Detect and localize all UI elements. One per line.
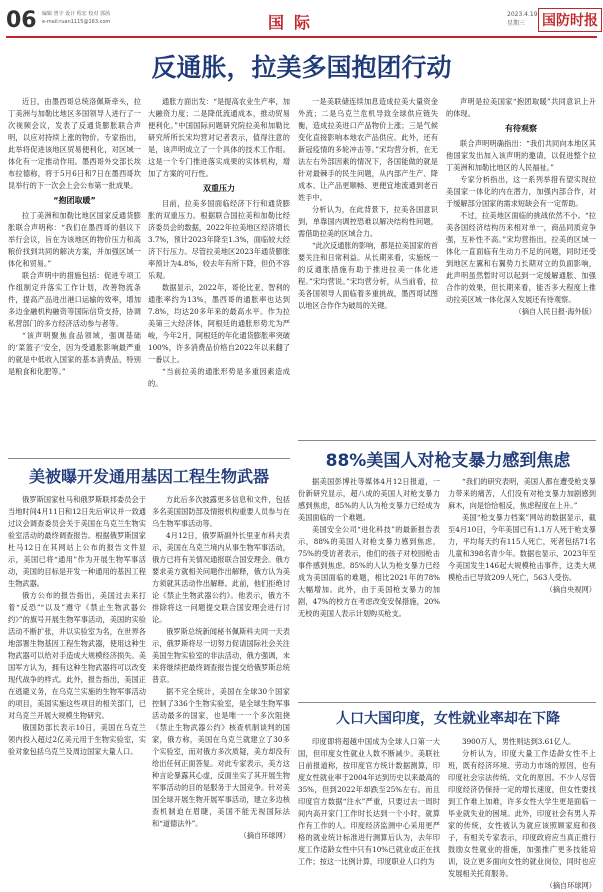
paragraph: 3900万人，男性则达到3.61亿人。 <box>462 737 576 746</box>
article2-headline: 88%美国人对枪支暴力感到焦虑 <box>325 451 571 471</box>
article1-col2 <box>148 96 290 456</box>
newspaper-logo: 国防时报 <box>538 8 602 32</box>
byline: （摘自人民日报·海外版） <box>514 307 596 316</box>
paragraph: 分析认为，在此背景下，拉美各国意识到，单靠国内调控恐难以解决结构性问题，需借助拉美的区域合力。 <box>298 205 438 238</box>
article3-col1 <box>8 494 146 830</box>
issue-weekday: 星期三 <box>507 20 526 27</box>
article1-col1 <box>8 96 141 456</box>
page-number: 06 <box>6 8 37 33</box>
divider <box>8 458 290 459</box>
paragraph: “当前拉美的通胀形势是多重因素造成的。 <box>148 367 290 388</box>
section-title: 国际 <box>268 13 321 32</box>
paragraph: 美国安全公司“进化科技”的最新报告表示，88%的美国人对枪支暴力感到焦虑，75%的受访者表示，他们的孩子对校园枪击事件感到焦虑。85%的人认为枪支暴力已经成为美国面临的难题，相比2021年的78%大幅增加。此外，由于美国枪支暴力的加剧，47%的校方在考虑改变安保措施，20%无校的美国人表示计划购买枪支。 <box>298 525 440 618</box>
paragraph: 近日，由墨西哥总统洛佩斯牵头，拉丁美洲与加勒比地区多国领导人进行了一次视频会议，发表了反通货膨胀联合声明，以应对持续上涨的物价。专家指出，此举将促进该地区贸易便利化，对区域一体化有一定推动作用。墨西哥外交部长埃布拉德称，将于5月6日和7日在墨西哥坎昆举行的下一次会上会公布第一批成果。 <box>8 97 141 190</box>
subheading: 双重压力 <box>203 184 235 193</box>
paragraph: 目前，拉美多国面临经济下行和通货膨胀的双重压力。根据联合国拉美和加勒比经济委员会的数据，2022年拉美地区经济增长3.7%，预计2023年降至1.3%，面临较大经济下行压力。尽管拉美地区2023年通货膨胀率预计为4.8%，较去年有所下降，但仍不容乐观。 <box>148 199 290 280</box>
paragraph: “该声明聚焦食品领域，强调基础的‘菜篮子’安全，因为受通胀影响最严重的就是中低收入国家的基本消费品，特别是粮食和化肥等。” <box>8 331 141 376</box>
paragraph: 专家分析指出，这一系列举措有望实现拉美国家一体化的内在潜力，加强内部合作，对于缓解部分国家的需求短缺会有一定帮助。 <box>446 175 596 208</box>
paragraph: 联合声明中的措施包括：促进专项工作组制定并落实工作计划，改善物流条件，提高产品进出港口运输的效率，增加多边金融机构融资等国际信贷支持，协调私营部门的多方经济活动参与者等。 <box>8 271 141 328</box>
article2-col2 <box>448 476 596 698</box>
paragraph: “我们的研究表明，美国人都在遭受枪支暴力带来的痛苦，人们没有对枪支暴力加剧感到麻木，向是恰恰相反，焦虑程度在上升。” <box>448 477 596 510</box>
paragraph: 数据显示，2022年，哥伦比亚、智利的通胀率约为13%，墨西哥的通胀率也达到7.8%，均达20多年来的最高水平。作为拉美第三大经济体，阿根廷的通胀形势尤为严峻，今年2月，阿根廷的年化通货膨胀率突破100%，许多消费品价格自2022年以来翻了一番以上。 <box>148 283 290 364</box>
article3-headline: 美被曝开发通用基因工程生物武器 <box>28 467 269 486</box>
article4-col2 <box>448 736 596 890</box>
paragraph: 印度即将超越中国成为全球人口第一大国，但印度女性就业人数不断减少。美联社日前报道称，按印度官方统计数据测算，印度女性就业率于2004年达到历史以来最高的35%，但到2022年却跌至25%左右。而且印度官方数据“注水”严重，只要过去一周时间内高开家门工作时长达到一个小时，就算作有工作的人。印度经济监测中心采用更严格的就业统计标准进行测算后认为，去年印度工作适龄女性中只有10%已就业或正在找工作；按这一比例计算，印度职业人口约为 <box>298 737 440 866</box>
article1-col4 <box>446 96 596 436</box>
paragraph: 联合声明明确指出：“我们共同向本地区其他国家发出加入该声明的邀请，以促进整个拉丁美洲和加勒比地区的人民福祉。” <box>446 139 596 172</box>
paragraph: 据美国彭博社等媒体4月12日报道，一份新研究显示，超八成的美国人对枪支暴力感到焦虑，85%的人认为枪支暴力已经成为美国面临的一个难题。 <box>298 477 440 522</box>
paragraph: 俄方公布的报告指出，美国过去来打着“反恐”“以及”遵守《禁止生物武器公约》”的旗号开展生物军事活动，美国的实验活动不断扩张，并以实验室为名，在世界各地部署生物基因工程生物武器，使用这种生物武器可以给对手造成大规模经济损失。美国军方认为，拥有这种生物武器将可以改变现代战争的样式。此外，报告指出，美国正在逃避义务，在乌克兰实施的生物军事活动的项目，美国实施这些项目的相关部门，已对乌克兰开展大规模生物研究。 <box>8 591 146 720</box>
paragraph: 据不完全统计，美国在全球30个国家控制了336个生物实验室，是全球生物军事活动最多的国家，也是唯一一个多次阻挠《禁止生物武器公约》核查机制谈判的国家，俄方称，美国在乌克兰就建立了30多个实验室，而对俄方多次质疑，美方却没有给出任何正面答复。对此专家表示，美方这种言论暴露其心虚，反面坐实了其开展生物军事活动的目的是服务于大国竞争。针对美国全球开展生物开展军事活动，建立多边核查机制迫在眉睫，美国不能无视国际法和“道德法外”。 <box>152 687 290 828</box>
paragraph: 方此后多次披露更多信息和文件，包括多名美国国防部及情报机构重要人员参与在乌生物军事活动等。 <box>152 495 290 528</box>
paragraph: 4月12日，俄罗斯副外长里亚布科夫表示，美国在乌克兰境内从事生物军事活动，俄方已将有关情况通报联合国安理会。俄方要求美方就相关问题作出解释，俄方认为美方须就其活动作出解释。此前，他们拒绝讨论《禁止生物武器公约》。他表示，俄方不排除将这一问题提交联合国安理会进行讨论。 <box>152 531 290 624</box>
paragraph: 声明是拉美国家“抱团取暖”共同意识上升的体现。 <box>446 97 596 118</box>
article1-headline: 反通胀，拉美多国抱团行动 <box>151 53 452 82</box>
paragraph: 美国“枪支暴力档案”网站的数据显示，截至4月10日，今年美国已有1.1万人死于枪支暴力，平均每天约有115人死亡，死者包括71名儿童和398名青少年。数据也显示，2023年至今美国发生146起大规模枪击事件，这类大规模枪击已导致209人死亡，563人受伤。 <box>448 513 596 582</box>
staff-line: 编辑 曾宇 设计 程宏 校对 郭茜 <box>42 11 110 17</box>
header-rule <box>6 36 597 38</box>
paragraph: “此次反通胀的影响，都是拉美国家的首要关注和日常利益。从长期来看，实施统一的反通胀措施有助于推进拉美一体化进程。”宋均营说。”宋均营分析，从当前看，拉美各国领导人面临着多重挑战，墨西哥试图以地区合作作为破局的关键。 <box>298 241 438 310</box>
paragraph: 分析认为，印度大量工作适龄女性不上班，既有经济环境、劳动力市场的原因，也有印度社会宗法传统、文化的原因。不少人尽管印度经济仍保持一定的增长速度，但女性要找到工作难上加难，许多女性大学生更是面临一毕业就失业的困境。此外，印度社会有男人养家的传统，女性被认为就应该照顾家庭和孩子，有相关专家表示，印度政府应当真正推行鼓励女性就业的措施，加强推广更多技能培训，设立更多面向女性的就业岗位，同时也应发展相关托育服务。 <box>448 749 596 878</box>
email: e-mail:ruan1115@163.com <box>42 19 111 25</box>
article4-col1 <box>298 736 440 866</box>
byline: （摘自央视网） <box>545 585 596 594</box>
article3-col2 <box>152 494 290 840</box>
divider <box>298 440 596 441</box>
issue-date: 2023.4.19 <box>507 11 538 18</box>
article2-col1 <box>298 476 440 698</box>
paragraph: 拉丁美洲和加勒比地区国家反通货膨胀联合声明称：“我们在墨西哥的倡议下举行会议，旨在为该地区的物价压力和高粮价找到共同的解决方案，并加强区域一体化和贸易。” <box>8 211 141 268</box>
paragraph: 一是美联储连续加息造成拉美大量资金外流；二是乌克兰危机导致全球供应链失衡，造成拉美进口产品物价上涨；三是气候变化直接影响本地农产品供应。此外，还有新冠疫情的多轮冲击等。”宋均营分析，在无法左右外部因素的情况下，各国能做的就是针对最棘手的民生问题，从内部产生产、降成本、让产品更顺畅、更便宜地流通到老百姓手中。 <box>298 97 438 202</box>
byline: （摘自环球网） <box>239 831 290 840</box>
paragraph: 俄国防部长表示10日，美国在乌克兰领内投入超过2亿美元用于生物实验室，实验对象包括乌克兰及周边国家大量人口。 <box>8 723 146 756</box>
subheading: 有待观察 <box>505 124 537 133</box>
subheading: “抱团取暖” <box>53 196 96 205</box>
article1-col3 <box>298 96 438 436</box>
paragraph: 通胀方面出发：“是提高农业生产率，加大融资力度；二是降低流通成本，推动贸易便利化。”中国国际问题研究院拉美和加勒比研究所所长宋均营对记者表示，值得注意的是，该声明成立了一个具体的技术工作组。这是一个专门推进落实成果的实体机构，增加了方案的可行性。 <box>148 97 290 178</box>
byline: （摘自环球网） <box>545 881 596 890</box>
paragraph: 俄罗斯总统新闻秘书佩斯科夫同一天表示，俄罗斯将尽一切努力促请国际社会关注美国生物实验室的非法活动，俄方强调，未来将继续把最终调查报告提交给俄罗斯总统普京。 <box>152 627 290 684</box>
article4-headline: 人口大国印度，女性就业率却在下降 <box>336 711 560 727</box>
divider <box>298 702 596 703</box>
paragraph: 俄罗斯国家杜马和俄罗斯联邦委员会于当地时间4月11日和12日先后审议并一致通过议会调查委员会关于美国在乌克兰生物实验室活动的最终调查报告。根据俄罗斯国家杜马12日在其网站上公布的报告文件显示，美国已将“通用”作为开展生物军事活动，美国的目标是开发一种通用的基因工程生物武器。 <box>8 495 146 588</box>
paragraph: 不过，拉美地区面临的挑战依然不小。“拉美各国经济结构历来相对单一，商品同质竞争强，互补性不高。”宋均营指出，拉美的区域一体化一直面临有生动力不足的问题，同时还受到地区左翼和右翼势力长期对立的负面影响，此声明虽然暂时可以起到一定缓解通胀、加强合作的效果，但长期来看，能否多大程度上推动拉美区域一体化深入发展还有待观察。 <box>446 211 596 304</box>
